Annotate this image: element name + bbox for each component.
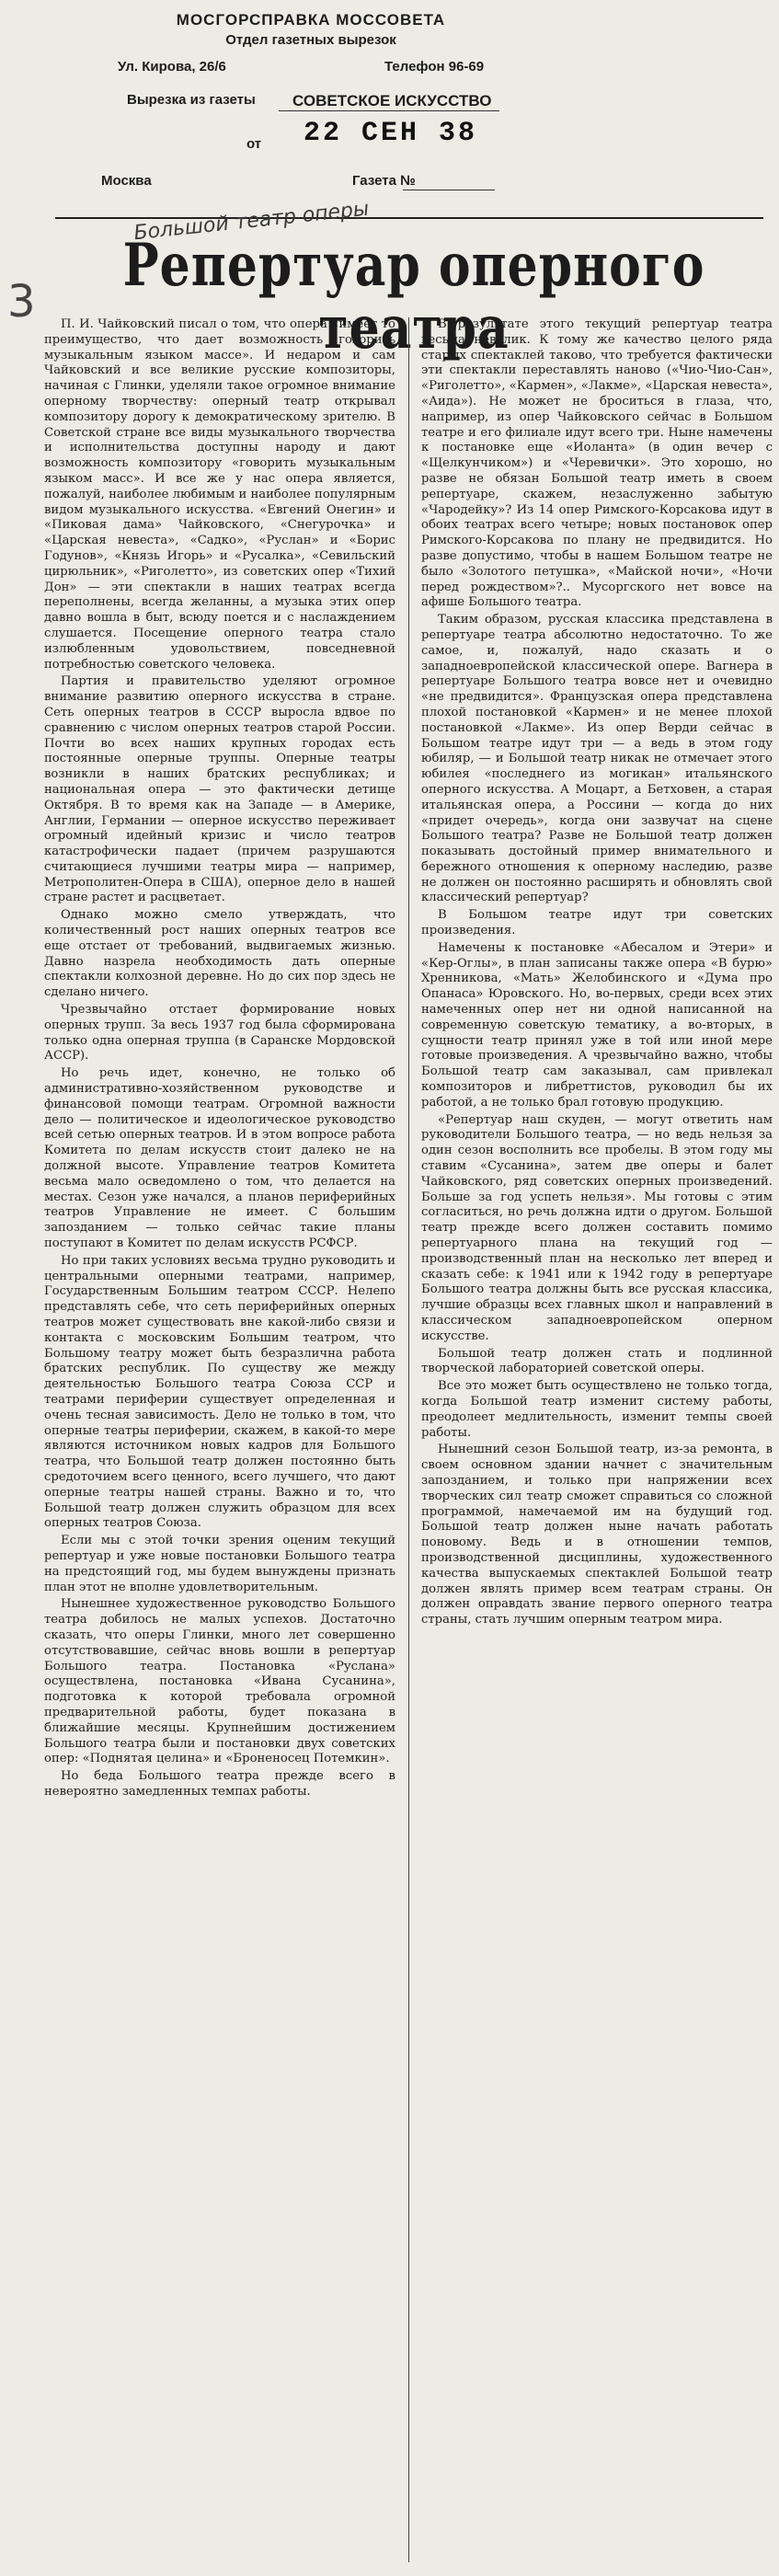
paragraph: Таким образом, русская классика представлена в репертуаре театра абсолютно недостаточно. То же самое, и, пожалуй, надо сказать и о западноевропейской классической опере. Вагнера в репертуаре Большого театра вовсе нет и очевидно «не предвидится». Французская опера представлена плохой постановкой «Кармен» и не менее плохой постановкой «Лакме». Из опер Верди сейчас в Большом театре идут три — а ведь в этом году юбиляр, — и Большой театр никак не отмечает этого юбилея «последнего из могикан» итальянского оперного искусства. А Моцарт, а Бетховен, а старая итальянская опера, а Россини — когда до них «придет очередь», когда они зазвучат на сцене Большого театра? Разве не Большой театр должен показывать достойный пример внимательного и бережного отношения к оперному наследию, разве не должен он постоянно расширять и обновлять свой классический репертуар? [421,613,773,905]
stamp-department: Отдел газетных вырезок [225,32,396,48]
paragraph: «Репертуар наш скуден, — могут ответить нам руководители Большого театра, — но ведь нельзя за один сезон восполнить все пробелы. В этом году мы ставим «Сусанина», затем две оперы и балет Чайковского, ряд советских оперных произведений. Больше за год успеть нельзя». Мы готовы с этим согласиться, но речь должна идти о другом. Большой театр прежде всего должен составить помимо репертуарного плана на текущий год — производственный план на несколько лет вперед и сказать себе: к 1941 или к 1942 году в репертуаре Большого театра должны быть все русская классика, лучшие образцы всех главных школ и направлений в классическом западноевропейском оперном искусстве. [421,1112,773,1343]
clipping-agency-stamp [101,7,513,191]
stamp-underline [279,110,499,111]
paragraph: Однако можно смело утверждать, что количественный рост наших оперных театров все еще отстает от требований, выдвигаемых жизнью. Давно назрела необходимость дать оперные спектакли колхозной деревне. Но до сих пор здесь не сделано ничего. [44,908,395,1000]
handwritten-note: Большой театр оперы [132,197,371,246]
stamp-agency: МОСГОРСПРАВКА МОССОВЕТА [176,11,446,29]
left-column [44,317,395,2562]
paragraph: В Большом театре идут три советских произведения. [421,908,773,938]
paragraph: Чрезвычайно отстает формирование новых оперных трупп. За весь 1937 год была сформирована только одна оперная труппа (в Саранске Мордовской АССР). [44,1003,395,1064]
paragraph: В результате этого текущий репертуар театра весьма невелик. К тому же качество целого ряда старых спектаклей таково, что требуется фактически эти спектакли переставлять наново («Чио-Чио-Сан», «Риголетто», «Кармен», «Лакме», «Царская невеста», «Аида»). Не может не броситься в глаза, что, например, из опер Чайковского сейчас в Большом театре и его филиале идут всего три. Ныне намечены к постановке еще «Иоланта» (в один вечер с «Щелкунчиком») и «Черевички». Это хорошо, но разве не обязан Большой театр иметь в своем репертуаре, скажем, незаслуженно забытую «Чародейку»? Из 14 опер Римского-Корсакова идут в обоих театрах всего четыре; новых постановок опер Римского-Корсакова по плану не предвидится. Но разве допустимо, чтобы в нашем Большом театре не было «Золотого петушка», «Майской ночи», «Ночи перед рождеством»?.. Мусоргского нет вовсе на афише Большого театра. [421,317,773,610]
paragraph: Партия и правительство уделяют огромное внимание развитию оперного искусства в стране. Сеть оперных театров в СССР выросла вдвое по сравнению с числом оперных театров старой России. Почти во всех наших крупных городах есть постоянные оперные труппы. Оперные театры возникли в наших братских республиках; и национальная опера — это фактически детище Октября. В то время как на Западе — в Америке, Англии, Германии — оперное искусство переживает огромный идейный кризис и число театров катастрофически падает (причем разрушаются считающиеся лучшими театры мира — например, Метрополитен-Опера в США), оперное дело в нашей стране растет и расцветает. [44,674,395,905]
right-column [421,317,773,2562]
paragraph: Нынешний сезон Большой театр, из-за ремонта, в своем основном здании начнет с значительным запозданием, и только при напряжении всех творческих сил театр сможет справиться со сложной программой, намечаемой им на будущий год. Большой театр должен ныне начать работать поновому. Ведь и в отношении темпов, производственной дисциплины, художественного качества выпускаемых спектаклей Большой театр должен являть пример всем театрам страны. Он должен оправдать звание первого оперного театра страны, стать лучшим оперным театром мира. [421,1443,773,1627]
paragraph: Все это может быть осуществлено не только тогда, когда Большой театр изменит систему работы, преодолеет медлительность, изменит темпы своей работы. [421,1379,773,1440]
stamp-address: Ул. Кирова, 26/6 [118,59,226,75]
column-separator [408,317,409,2562]
paragraph: Если мы с этой точки зрения оценим текущий репертуар и уже новые постановки Большого театра на предстоящий год, мы будем вынуждены признать план этот не вполне удовлетворительным. [44,1534,395,1594]
paragraph: Но при таких условиях весьма трудно руководить и центральными оперными театрами, например, Государственным Большим театром СССР. Нелепо представлять себе, что сеть периферийных оперных театров может существовать вне какой-либо связи и контакта с московским Большим театром, что Большому театру может быть безразлична работа братских республик. По существу же между деятельностью Большого театра Союза ССР и театрами периферии существует определенная и очень тесная зависимость. Дело не только в том, что оперные театры периферии, скажем, в какой-то мере являются источником новых кадров для Большого театра, что Большой театр должен постоянно быть средоточием всего ценного, всего лучшего, что дают оперные театры нашей страны. Важно и то, что Большой театр должен служить образцом для всех оперных театров Союза. [44,1253,395,1531]
margin-mark: 3 [7,276,36,328]
stamp-newspaper: СОВЕТСКОЕ ИСКУССТВО [292,92,492,109]
stamp-city: Москва [101,173,152,189]
stamp-clipping-label: Вырезка из газеты [127,92,256,108]
article-headline: Репертуар оперного театра [122,231,705,363]
paragraph: Но речь идет, конечно, не только об административно-хозяйственном руководстве и финансовой помощи театрам. Огромной важности дело — политическое и идеологическое руководство всей сетью оперных театров. И в этом вопросе работа Комитета по делам искусств стоит далеко не на должной высоте. Управление театров Комитета весьма мало осведомлено о том, что делается на местах. Сезон уже начался, а планов периферийных театров Управление не имеет. С большим запозданием — только сейчас такие планы поступают в Комитет по делам искусств РСФСР. [44,1066,395,1251]
stamp-from-label: от [246,136,262,152]
paragraph: Но беда Большого театра прежде всего в невероятно замедленных темпах работы. [44,1769,395,1799]
stamp-issue-label: Газета № [352,173,416,189]
paragraph: Нынешнее художественное руководство Большого театра добилось не малых успехов. Достаточно сказать, что оперы Глинки, много лет совершенно отсутствовавшие, сейчас вновь вошли в репертуар Большого театра. Постановка «Руслана» осуществлена, постановка «Ивана Сусанина», подготовка к которой требовала огромной предварительной работы, будет показана в ближайшие месяцы. Крупнейшим достижением Большого театра были и постановки двух советских опер: «Поднятая целина» и «Броненосец Потемкин». [44,1597,395,1766]
paragraph: Большой театр должен стать и подлинной творческой лабораторией советской оперы. [421,1346,773,1376]
date-stamp: 22 СЕН 38 [304,118,478,149]
paragraph: П. И. Чайковский писал о том, что опера «имеет то преимущество, что дает возможность говорить музыкальным языком массе». И недаром и сам Чайковский и все великие русские композиторы, начиная с Глинки, уделяли такое огромное внимание оперному творчеству: оперный театр открывал композитору дорогу к демократическому зрителю. В Советской стране все виды музыкального творчества и исполнительства доступны народу и дают возможность композитору «говорить музыкальным языком масс». И все же у нас опера является, пожалуй, наиболее любимым и наиболее популярным видом музыкального искусства. «Евгений Онегин» и «Пиковая дама» Чайковского, «Снегурочка» и «Царская невеста», «Садко», «Руслан» и «Борис Годунов», «Князь Игорь» и «Русалка», «Севильский цирюльник», «Риголетто», из советских опер «Тихий Дон» — эти спектакли в наших театрах всегда переполнены, всегда желанны, а музыка этих опер давно вошла в быт, всюду поется и с наслаждением слушается. Посещение оперного театра стало излюбленным удовольствием, повседневной потребностью советского человека. [44,317,395,672]
stamp-phone: Телефон 96-69 [384,59,485,75]
paragraph: Намечены к постановке «Абесалом и Этери» и «Кер-Оглы», в план записаны также опера «В бурю» Хренникова, «Мать» Желобинского и «Дума про Опанаса» Юровского. Но, во-первых, среди всех этих намеченных опер нет ни одной написанной на современную советскую тематику, а во-вторых, в сущности театр принял уже в той или иной мере готовые произведения. А чрезвычайно важно, чтобы Большой театр сам заказывал, сам привлекал композиторов и либреттистов, руководил бы их работой, а не только брал готовую продукцию. [421,940,773,1110]
